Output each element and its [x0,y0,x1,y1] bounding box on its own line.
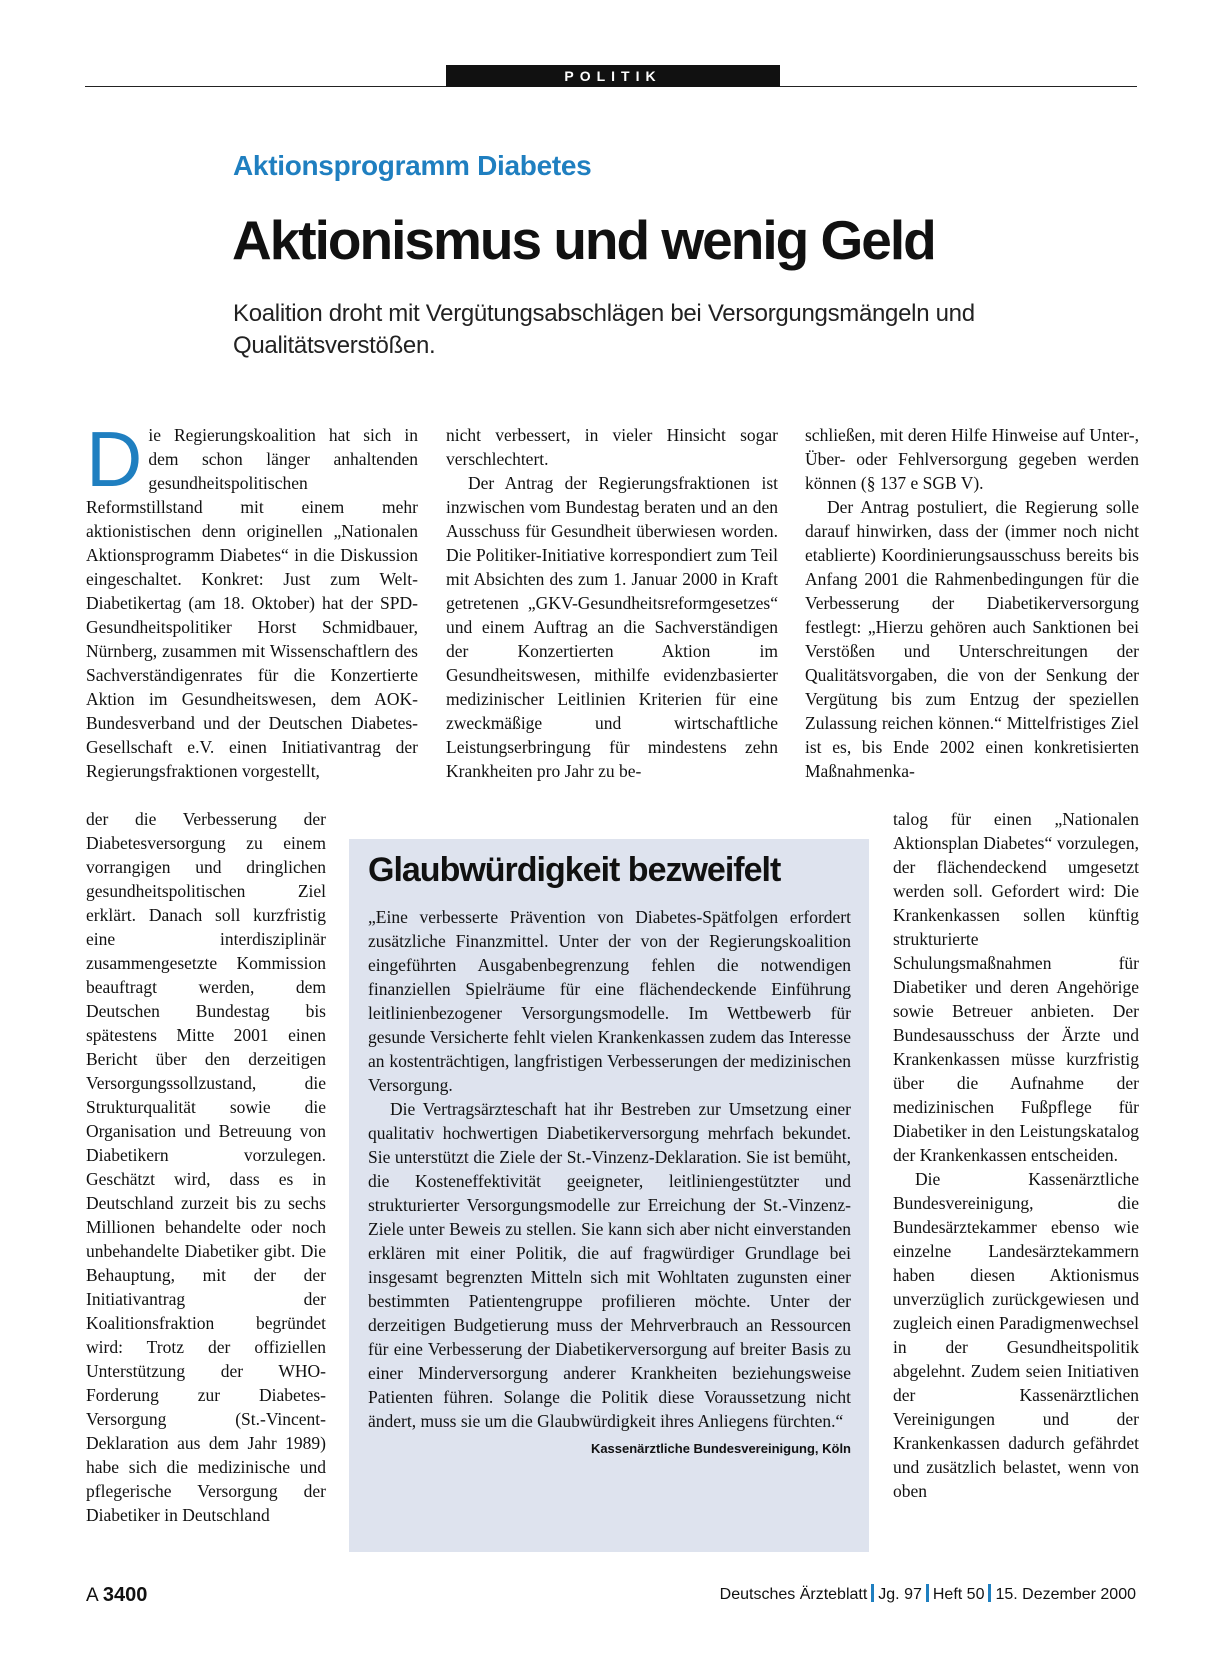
drop-cap: D [86,415,143,503]
section-label: POLITIK [446,65,780,87]
journal-imprint [720,1584,1136,1604]
page-number: 3400 [102,1584,148,1606]
paragraph: nicht verbessert, in vieler Hinsicht sogar verschlechtert. [446,425,778,469]
box-body [368,905,851,1461]
paragraph: Die Vertragsärzteschaft hat ihr Bestreben zur Umsetzung einer qualitativ hochwertigen Diabetikerversorgung mehrfach bekundet. Sie unterstützt die Ziele der St.-Vinzenz-Deklaration. Sie ist bemüht, die Kosteneffektivität geeigneter, leitliniengestützter und strukturierter Versorgungsmodelle zur Erreichung der St.-Vinzenz-Ziele unter Beweis zu stellen. Sie kann sich aber nicht einverstanden erklären mit einer Politik, die auf fragwürdiger Grundlage bei insgesamt begrenzten Mitteln sich mit Wohltaten zugunsten einer bestimmten Patientengruppe profilieren möchte. Unter der derzeitigen Budgetierung muss der Mehrverbrauch an Ressourcen für eine Verbesserung der Diabetikerversorgung auf breiter Basis zu einer Minderversorgung anderer Krankheiten beziehungsweise Patienten führen. Solange die Politik diese Voraussetzung nicht ändert, muss sie um die Glaubwürdigkeit ihres Anliegens fürchten.“ Kassenärztliche Bundesvereinigung, Köln [368,1097,851,1433]
separator-bar [988,1584,991,1602]
article-column-1 [86,415,418,783]
paragraph: schließen, mit deren Hilfe Hinweise auf Unter-, Über- oder Fehlversorgung gegeben werden können (§ 137 e SGB V). [805,425,1139,493]
sidebar-box [349,839,869,1552]
article-column-3 [805,423,1139,783]
paragraph: Der Antrag postuliert, die Regierung solle darauf hinwirken, dass der (immer noch nicht etablierte) Koordinierungsausschuss bereits bis Anfang 2001 die Rahmenbedingungen für die Verbesserung der Diabetikerversorgung festlegt: „Hierzu gehören auch Sanktionen bei Verstößen und Unterschreitungen der Qualitätsvorgaben, die von der Senkung der Vergütung bis zum Entzug der speziellen Zulassung reichen können.“ Mittelfristiges Ziel ist es, bis Ende 2002 einen konkretisierten Maßnahmenka- [805,497,1139,781]
paragraph: Die Regierungskoalition hat sich in dem schon länger anhaltenden gesundheitspolitischen Reformstillstand mit einem mehr aktionistischen denn originellen „Nationalen Aktionsprogramm Diabetes“ in die Diskussion eingeschaltet. Konkret: Just zum Welt-Diabetikertag (am 18. Oktober) hat der SPD-Gesundheitspolitiker Horst Schmidbauer, Nürnberg, zusammen mit Wissenschaftlern des Sachverständigenrates für die Konzertierte Aktion im Gesundheitswesen, dem AOK-Bundesverband und der Deutschen Diabetes-Gesellschaft e.V. einen Initiativantrag der Regierungsfraktionen vorgestellt, [86,415,418,781]
journal-date: 15. Dezember 2000 [995,1586,1136,1603]
kicker: Aktionsprogramm Diabetes [233,150,592,181]
article-column-3-lower [893,807,1139,1503]
article-column-1-lower [86,807,326,1527]
paragraph: Der Antrag der Regierungsfraktionen ist inzwischen vom Bundestag beraten und an den Ausschuss für Gesundheit überwiesen worden. Die Politiker-Initiative korrespondiert zum Teil mit Absichten des zum 1. Januar 2000 in Kraft getretenen „GKV-Gesundheitsreformgesetzes“ und einem Auftrag an die Sachverständigen der Konzertierten Aktion im Gesundheitswesen, mithilfe evidenzbasierter medizinischer Leitlinien Kriterien für eine zweckmäßige und wirtschaftliche Leistungserbringung für mindestens zehn Krankheiten pro Jahr zu be- [446,473,778,781]
journal-name: Deutsches Ärzteblatt [719,1586,868,1603]
journal-volume: Jg. 97 [878,1586,922,1603]
box-title: Glaubwürdigkeit bezweifelt [368,851,781,889]
paragraph: der die Verbesserung der Diabetesversorgung zu einem vorrangigen und dringlichen gesundheitspolitischen Ziel erklärt. Danach soll kurzfristig eine interdisziplinär zusammengesetzte Kommission beauftragt werden, dem Deutschen Bundestag bis spätestens Mitte 2001 einen Bericht über den derzeitigen Versorgungssollzustand, die Strukturqualität sowie die Organisation und Betreuung von Diabetikern vorzulegen. Geschätzt wird, dass es in Deutschland zurzeit bis zu sechs Millionen behandelte oder noch unbehandelte Diabetiker gibt. Die Behauptung, mit der der Initiativantrag der Koalitionsfraktion begründet wird: Trotz der offiziellen Unterstützung der WHO-Forderung zur Diabetes-Versorgung (St.-Vincent-Deklaration aus dem Jahr 1989) habe sich die medizinische und pflegerische Versorgung der Diabetiker in Deutschland [86,809,326,1525]
page-folio [86,1584,147,1607]
separator-bar [871,1584,874,1602]
article-column-2 [446,423,778,783]
headline: Aktionismus und wenig Geld [232,209,935,271]
paragraph: Die Kassenärztliche Bundesvereinigung, die Bundesärztekammer ebenso wie einzelne Landesärztekammern haben diesen Aktionismus unverzüglich zurückgewiesen und zugleich einen Paradigmenwechsel in der Gesundheitspolitik abgelehnt. Zudem seien Initiativen der Kassenärztlichen Vereinigungen und der Krankenkassen dadurch gefährdet und zusätzlich belastet, wenn von oben [893,1169,1139,1501]
paragraph: „Eine verbesserte Prävention von Diabetes-Spätfolgen erfordert zusätzliche Finanzmittel. Unter der von der Regierungskoalition eingeführten Ausgabenbegrenzung fehlen die notwendigen finanziellen Spielräume für eine flächendeckende Einführung leitlinienbezogener Versorgungsmodelle. Im Wettbewerb für gesunde Versicherte fehlt vielen Krankenkassen zudem das Interesse an kostenträchtigen, langfristigen Verbesserungen der medizinischen Versorgung. [368,907,851,1095]
paragraph: talog für einen „Nationalen Aktionsplan Diabetes“ vorzulegen, der flächendeckend umgesetzt werden soll. Gefordert wird: Die Krankenkassen sollen künftig strukturierte Schulungsmaßnahmen für Diabetiker und deren Angehörige sowie Betreuer anbieten. Der Bundesausschuss der Ärzte und Krankenkassen müsse kurzfristig über die Aufnahme der medizinischen Fußpflege für Diabetiker in den Leistungskatalog der Krankenkassen entscheiden. [893,809,1139,1165]
deck: Koalition droht mit Vergütungsabschlägen bei Versorgungsmängeln und Qualitätsverstößen. [233,300,975,359]
page-prefix: A [86,1585,98,1606]
journal-issue: Heft 50 [932,1586,985,1603]
box-source: Kassenärztliche Bundesvereinigung, Köln [590,1441,851,1456]
separator-bar [926,1584,929,1602]
